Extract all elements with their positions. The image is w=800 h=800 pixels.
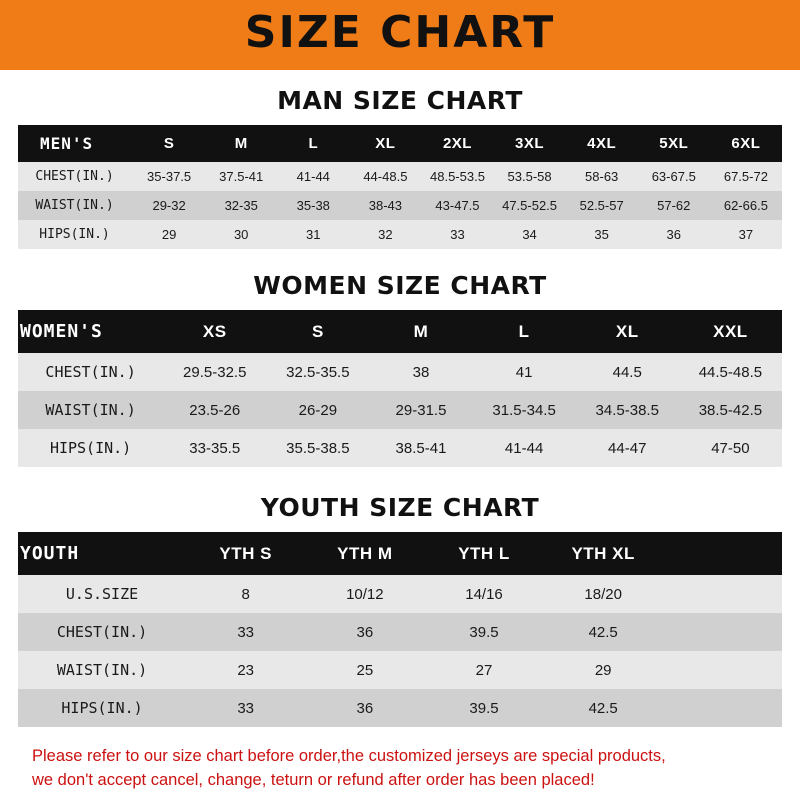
table-cell: 47.5-52.5 [502,198,558,213]
table-header-cell: MEN'S [40,134,94,153]
table-header-row [18,532,782,575]
table-cell [663,575,782,613]
table-cell: 62-66.5 [723,198,768,213]
table-header-cell: XXL [713,321,748,341]
table-row [18,689,782,727]
table-header-cell: WOMEN'S [20,321,103,342]
table-header-cell [663,532,782,575]
table-cell: 8 [241,585,250,603]
table-cell: 33-35.5 [189,439,241,457]
table-row [18,353,782,391]
table-cell: 44.5 [612,363,642,381]
table-cell: 23 [237,661,254,679]
man-size-table [18,125,782,249]
banner-stripe [0,0,22,70]
table-row [18,162,782,191]
row-label: CHEST(IN.) [56,623,148,641]
table-header-row [18,125,782,162]
table-header-cell: YTH L [458,543,510,563]
table-cell: 47-50 [711,439,750,457]
page-title: SIZE CHART [244,7,556,58]
content-area [0,86,800,793]
table-cell: 36 [356,623,374,641]
table-cell: 41 [515,363,533,381]
table-header-cell: 4XL [587,135,617,152]
table-cell [663,613,782,651]
row-label: WAIST(IN.) [56,661,148,679]
table-cell: 35.5-38.5 [286,439,350,457]
table-cell: 23.5-26 [189,401,241,419]
table-header-cell: YTH S [219,543,272,563]
table-header-cell: 6XL [731,135,761,152]
table-header-cell: YTH XL [571,543,635,563]
table-cell: 34.5-38.5 [595,401,659,419]
table-cell: 32-35 [224,198,258,213]
table-cell: 44-47 [608,439,647,457]
table-cell: 35-38 [296,198,330,213]
table-cell: 39.5 [469,623,499,641]
table-row [18,651,782,689]
table-row [18,613,782,651]
row-label: HIPS(IN.) [61,699,143,717]
table-cell: 58-63 [585,169,619,184]
table-row [18,575,782,613]
women-section-title: WOMEN SIZE CHART [253,271,547,300]
table-row [18,391,782,429]
table-row [18,220,782,249]
page-banner [0,0,800,70]
footer-line-1: Please refer to our size chart before order,the customized jerseys are special products, [32,747,666,765]
table-cell: 38.5-41 [395,439,447,457]
table-cell: 44-48.5 [363,169,408,184]
row-label: CHEST(IN.) [45,363,136,381]
table-header-cell: XS [202,321,227,341]
row-label: CHEST(IN.) [35,169,114,184]
table-cell: 37.5-41 [219,169,264,184]
table-cell: 27 [475,661,493,679]
table-cell: 41-44 [296,169,330,184]
table-cell: 33 [237,699,254,717]
table-row [18,191,782,220]
table-header-cell: 3XL [515,135,545,152]
man-section-title: MAN SIZE CHART [277,86,523,115]
table-header-cell: 5XL [659,135,689,152]
table-cell: 29.5-32.5 [183,363,247,381]
table-cell: 63-67.5 [651,169,696,184]
table-cell: 34 [522,227,537,242]
table-cell: 31.5-34.5 [492,401,556,419]
table-header-cell: YTH M [337,543,393,563]
table-cell: 37 [738,227,754,242]
table-cell: 33 [237,623,254,641]
table-cell: 35-37.5 [147,169,192,184]
table-cell: 44.5-48.5 [698,363,763,381]
table-row [18,429,782,467]
table-header-row [18,310,782,353]
table-cell: 38-43 [368,198,402,213]
table-cell: 36 [356,699,374,717]
table-cell: 29 [594,661,612,679]
table-cell: 18/20 [584,585,622,603]
table-header-cell: XL [615,321,639,341]
table-cell: 41-44 [504,439,544,457]
table-cell: 10/12 [346,585,384,603]
table-header-cell: M [413,321,429,341]
table-cell: 36 [666,227,681,242]
table-cell: 25 [356,661,374,679]
table-header-cell: YOUTH [20,543,80,564]
row-label: WAIST(IN.) [45,401,136,419]
row-label: HIPS(IN.) [39,227,110,242]
youth-section-title: YOUTH SIZE CHART [260,493,540,522]
table-cell: 35 [594,227,609,242]
table-cell: 42.5 [588,623,618,641]
table-header-cell: M [234,135,248,152]
table-header-cell: L [308,135,319,152]
table-header-cell: L [518,321,530,341]
table-cell: 48.5-53.5 [430,169,485,184]
table-cell: 30 [233,227,249,242]
table-header-cell: S [163,135,175,152]
table-cell: 32 [378,227,393,242]
table-cell: 14/16 [465,585,503,603]
table-cell: 29-32 [152,198,186,213]
table-cell: 52.5-57 [579,198,624,213]
table-cell: 43-47.5 [435,198,480,213]
row-label: WAIST(IN.) [35,198,114,213]
table-cell: 33 [450,227,465,242]
table-cell: 29-31.5 [395,401,447,419]
footer-disclaimer [32,745,768,793]
table-cell [663,689,782,727]
table-cell: 29 [161,227,177,242]
table-cell [663,651,782,689]
table-cell: 38 [412,363,430,381]
table-header-cell: XL [375,135,396,152]
row-label: U.S.SIZE [65,585,139,603]
table-header-cell: S [311,321,324,341]
table-cell: 53.5-58 [507,169,552,184]
table-header-cell: 2XL [442,135,472,152]
table-cell: 57-62 [657,198,691,213]
table-cell: 67.5-72 [723,169,768,184]
table-cell: 26-29 [298,401,338,419]
table-cell: 39.5 [469,699,499,717]
table-cell: 32.5-35.5 [286,363,350,381]
table-cell: 42.5 [588,699,618,717]
footer-line-2: we don't accept cancel, change, teturn or refund after order has been placed! [32,770,595,789]
row-label: HIPS(IN.) [49,439,132,457]
youth-size-table [18,532,782,727]
table-cell: 31 [306,227,321,242]
table-cell: 38.5-42.5 [698,401,763,419]
women-size-table [18,310,782,467]
